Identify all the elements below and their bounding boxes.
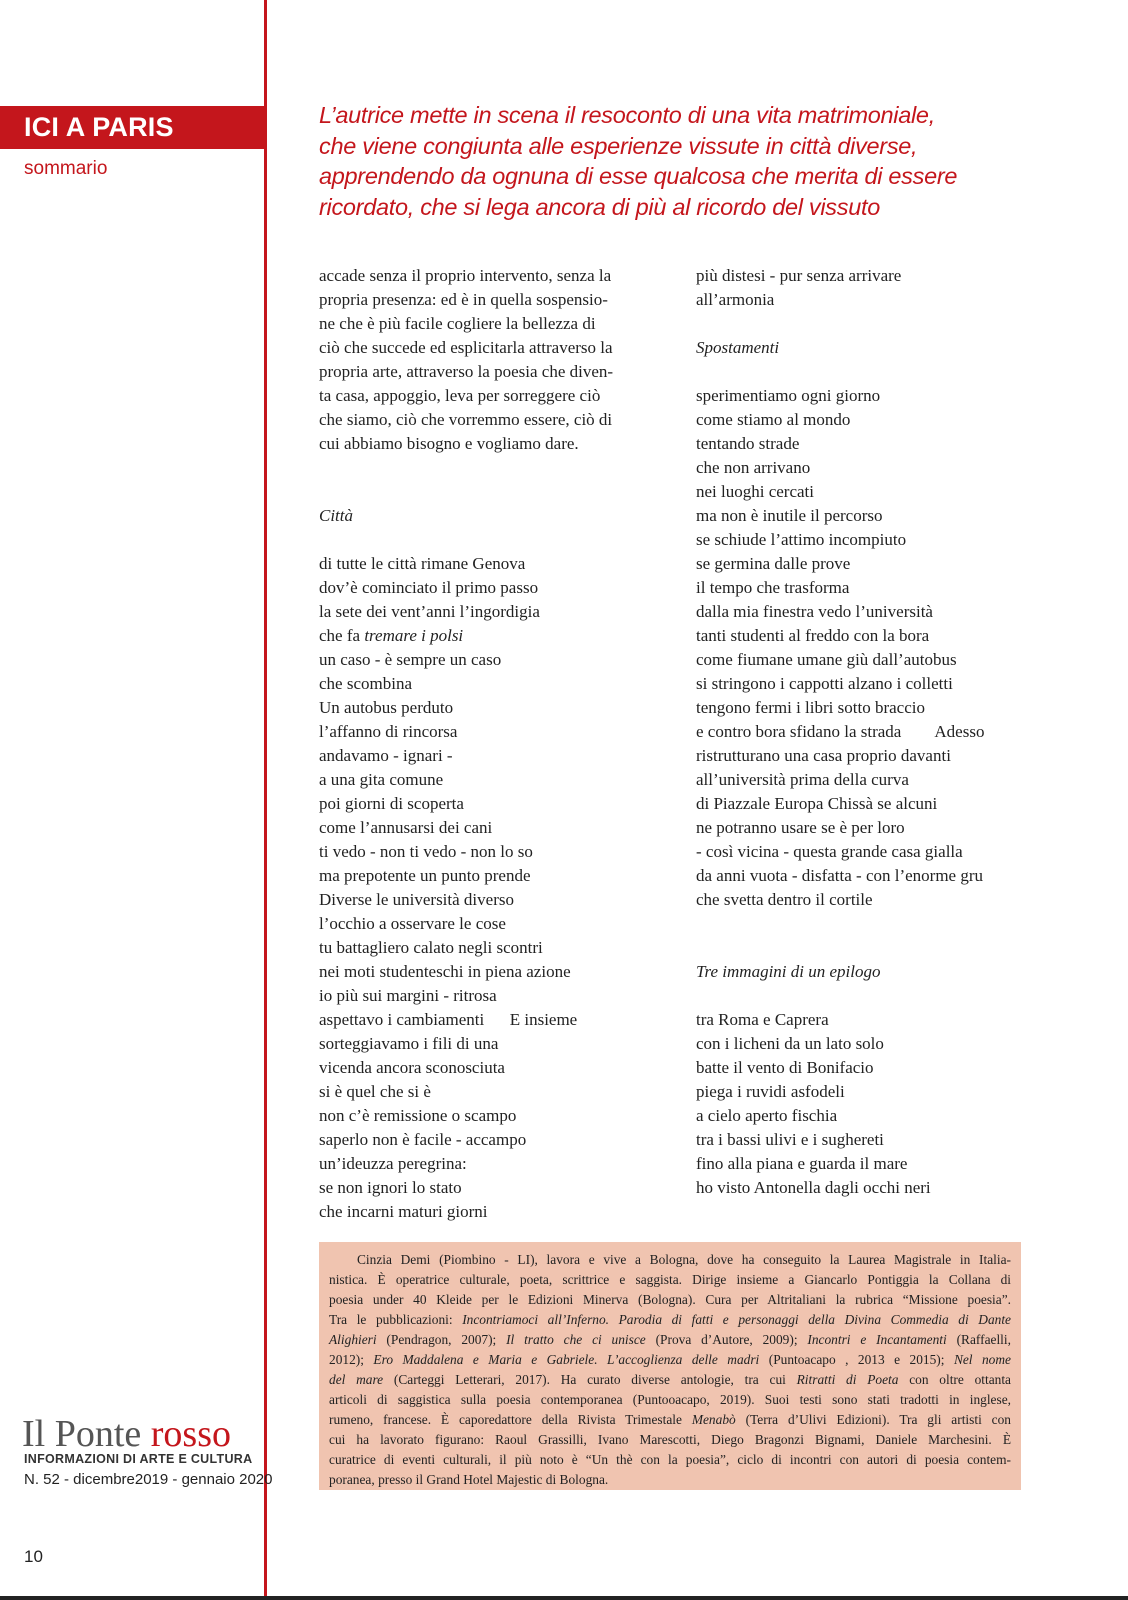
text-line xyxy=(319,408,649,432)
bio-text: (Carteggi Letterari, 2017). Ha curato diverse antologie, tra cui xyxy=(383,1372,797,1387)
bio-line xyxy=(329,1430,1011,1450)
bio-text: Cinzia Demi (Piombino - LI), lavora e vive a Bologna, dove ha conseguito la Laurea Magistrale in Italia- xyxy=(357,1252,1011,1267)
text-run: che non arrivano xyxy=(696,458,811,477)
text-run: tentando strade xyxy=(696,434,800,453)
text-run: si stringono i cappotti alzano i colletti xyxy=(696,674,953,693)
lead-paragraph xyxy=(319,100,1019,222)
text-run: come fiumane umane giù dall’autobus xyxy=(696,650,957,669)
text-run: che svetta dentro il cortile xyxy=(696,890,873,909)
lead-line: che viene congiunta alle esperienze vissute in città diverse, xyxy=(319,132,918,159)
text-line xyxy=(696,696,1026,720)
text-line xyxy=(696,768,1026,792)
bio-line xyxy=(329,1470,1011,1490)
text-line xyxy=(319,1008,649,1032)
text-run: - così vicina - questa grande casa gialla xyxy=(696,842,963,861)
text-line xyxy=(319,672,649,696)
issue-info: N. 52 - dicembre2019 - gennaio 2020 xyxy=(24,1471,273,1488)
bio-text: Tra le pubblicazioni: xyxy=(329,1312,463,1327)
text-run: che scombina xyxy=(319,674,412,693)
text-run: dalla mia finestra vedo l’università xyxy=(696,602,933,621)
right-text-column xyxy=(696,264,1026,1200)
text-line xyxy=(319,360,649,384)
text-run: ma prepotente un punto prende xyxy=(319,866,531,885)
text-line xyxy=(696,408,1026,432)
text-line xyxy=(696,384,1026,408)
text-run: ta casa, appoggio, leva per sorreggere ciò xyxy=(319,386,601,405)
text-run: come l’annusarsi dei cani xyxy=(319,818,493,837)
text-run: sperimentiamo ogni giorno xyxy=(696,386,881,405)
text-run: ne che è più facile cogliere la bellezza di xyxy=(319,314,596,333)
text-run: a cielo aperto fischia xyxy=(696,1106,838,1125)
text-run: propria arte, attraverso la poesia che diven- xyxy=(319,362,614,381)
text-line xyxy=(696,648,1026,672)
text-line xyxy=(319,480,649,504)
text-line xyxy=(319,600,649,624)
text-line xyxy=(319,840,649,864)
text-line xyxy=(319,888,649,912)
text-line xyxy=(696,528,1026,552)
bio-title-text: Incontri e Incantamenti xyxy=(807,1332,947,1347)
text-line xyxy=(319,1032,649,1056)
text-line xyxy=(696,1152,1026,1176)
magazine-logo xyxy=(22,1414,231,1454)
text-run: un caso - è sempre un caso xyxy=(319,650,502,669)
text-line xyxy=(696,912,1026,936)
text-line xyxy=(696,312,1026,336)
bio-title-text: Ero Maddalena e Maria e Gabriele. L’accoglienza delle madri xyxy=(373,1352,760,1367)
text-line xyxy=(696,672,1026,696)
text-line xyxy=(696,1008,1026,1032)
text-run: ma non è inutile il percorso xyxy=(696,506,883,525)
text-run: cui abbiamo bisogno e vogliamo dare. xyxy=(319,434,579,453)
bio-text: (Raffaelli, xyxy=(946,1332,1011,1347)
text-run: aspettavo i cambiamenti E insieme xyxy=(319,1010,578,1029)
text-line xyxy=(319,1176,649,1200)
text-run: io più sui margini - ritrosa xyxy=(319,986,497,1005)
text-run: l’affanno di rincorsa xyxy=(319,722,458,741)
bio-line xyxy=(329,1330,1011,1350)
text-line xyxy=(696,840,1026,864)
text-run: si è quel che si è xyxy=(319,1082,431,1101)
text-run: a una gita comune xyxy=(319,770,444,789)
text-line xyxy=(696,552,1026,576)
bio-title-text: Menabò xyxy=(691,1412,736,1427)
text-run: ciò che succede ed esplicitarla attraverso la xyxy=(319,338,613,357)
text-line xyxy=(696,360,1026,384)
text-line xyxy=(696,288,1026,312)
text-line xyxy=(696,984,1026,1008)
text-line xyxy=(696,480,1026,504)
text-run: saperlo non è facile - accampo xyxy=(319,1130,527,1149)
text-line xyxy=(319,1200,649,1224)
text-run: ristrutturano una casa proprio davanti xyxy=(696,746,951,765)
text-run: dov’è cominciato il primo passo xyxy=(319,578,539,597)
text-line xyxy=(319,864,649,888)
text-run: tu battagliero calato negli scontri xyxy=(319,938,543,957)
text-line xyxy=(319,1104,649,1128)
text-run: Diverse le università diverso xyxy=(319,890,514,909)
page-number: 10 xyxy=(24,1547,43,1566)
text-run: se germina dalle prove xyxy=(696,554,851,573)
text-line xyxy=(696,456,1026,480)
text-run: Tre immagini di un epilogo xyxy=(696,962,881,981)
logo-tagline: INFORMAZIONI DI ARTE E CULTURA xyxy=(24,1452,253,1466)
text-line xyxy=(696,864,1026,888)
text-line xyxy=(319,816,649,840)
text-run: che fa xyxy=(319,626,365,645)
text-run: ho visto Antonella dagli occhi neri xyxy=(696,1178,931,1197)
text-run: di Piazzale Europa Chissà se alcuni xyxy=(696,794,938,813)
section-subtitle-link[interactable]: sommario xyxy=(24,158,108,179)
lead-line: ricordato, che si lega ancora di più al ricordo del vissuto xyxy=(319,193,880,220)
text-line xyxy=(696,600,1026,624)
bio-text: (Terra d’Ulivi Edizioni). Tra gli artisti con xyxy=(735,1412,1011,1427)
bio-text: 2012); xyxy=(329,1352,374,1367)
text-run: che incarni maturi giorni xyxy=(319,1202,488,1221)
bottom-rule xyxy=(0,1596,1128,1600)
text-line xyxy=(319,336,649,360)
text-run: Un autobus perduto xyxy=(319,698,454,717)
bio-title-text: del mare xyxy=(329,1372,384,1387)
poem-title xyxy=(319,504,649,528)
bio-line xyxy=(329,1270,1011,1290)
bio-text: (Pendragon, 2007); xyxy=(376,1332,507,1347)
text-run: da anni vuota - disfatta - con l’enorme gru xyxy=(696,866,984,885)
poem-title xyxy=(696,336,1026,360)
text-line xyxy=(696,1176,1026,1200)
margin-rule xyxy=(264,0,267,1600)
bio-title-text: Il tratto che ci unisce xyxy=(506,1332,646,1347)
text-run: accade senza il proprio intervento, senza la xyxy=(319,266,612,285)
text-line xyxy=(319,384,649,408)
logo-text-accent: rosso xyxy=(150,1413,232,1455)
text-run: nei moti studenteschi in piena azione xyxy=(319,962,571,981)
text-run: se non ignori lo stato xyxy=(319,1178,462,1197)
text-run: Spostamenti xyxy=(696,338,780,357)
text-line xyxy=(319,1056,649,1080)
text-line xyxy=(319,720,649,744)
text-line xyxy=(696,1128,1026,1152)
text-line xyxy=(319,960,649,984)
text-line xyxy=(319,528,649,552)
text-line xyxy=(319,1128,649,1152)
text-line xyxy=(696,792,1026,816)
text-run: e contro bora sfidano la strada Adesso xyxy=(696,722,985,741)
emphasis-text: tremare i polsi xyxy=(364,626,464,645)
text-line xyxy=(319,576,649,600)
text-line xyxy=(696,624,1026,648)
text-line xyxy=(696,936,1026,960)
bio-text: cui ha lavorato figurano: Raoul Grassilli, Ivano Marescotti, Diego Bragonzi Bignami, Daniele Marchesini. È xyxy=(329,1432,1011,1447)
text-line xyxy=(696,1104,1026,1128)
text-run: andavamo - ignari - xyxy=(319,746,453,765)
text-line xyxy=(319,696,649,720)
section-title: ICI A PARIS xyxy=(0,106,265,149)
bio-line xyxy=(329,1350,1011,1370)
bio-text: (Puntoacapo , 2013 e 2015); xyxy=(759,1352,954,1367)
bio-text: nistica. È operatrice culturale, poeta, scrittrice e saggista. Dirige insieme a Giancarlo Pontiggia la Collana di xyxy=(329,1272,1011,1287)
text-line xyxy=(696,720,1026,744)
bio-text: poesia under 40 Kleide per le Edizioni Minerva (Bologna). Cura per Altritaliani la rubrica “Missione poesia”. xyxy=(329,1292,1011,1307)
text-run: come stiamo al mondo xyxy=(696,410,851,429)
bio-text: curatrice di eventi culturali, il più noto è “Un thè con la poesia”, ciclo di incontri con autori di poesia contem- xyxy=(329,1452,1011,1467)
text-line xyxy=(319,768,649,792)
text-run: tengono fermi i libri sotto braccio xyxy=(696,698,925,717)
text-line xyxy=(696,432,1026,456)
text-line xyxy=(319,432,649,456)
text-run: all’armonia xyxy=(696,290,775,309)
text-run: più distesi - pur senza arrivare xyxy=(696,266,902,285)
text-run: all’università prima della curva xyxy=(696,770,909,789)
text-run: di tutte le città rimane Genova xyxy=(319,554,526,573)
text-line xyxy=(696,1032,1026,1056)
text-line xyxy=(319,312,649,336)
text-line xyxy=(696,504,1026,528)
text-run: propria presenza: ed è in quella sospensio- xyxy=(319,290,608,309)
text-line xyxy=(319,792,649,816)
bio-line xyxy=(329,1370,1011,1390)
lead-line: apprendendo da ognuna di esse qualcosa che merita di essere xyxy=(319,163,958,189)
text-run: che siamo, ciò che vorremmo essere, ciò di xyxy=(319,410,613,429)
text-run: tanti studenti al freddo con la bora xyxy=(696,626,930,645)
text-line xyxy=(319,1080,649,1104)
bio-line xyxy=(329,1450,1011,1470)
text-line xyxy=(696,888,1026,912)
left-text-column xyxy=(319,264,649,1224)
text-run: piega i ruvidi asfodeli xyxy=(696,1082,845,1101)
text-line xyxy=(319,744,649,768)
text-line xyxy=(319,912,649,936)
text-line xyxy=(319,624,649,648)
text-line xyxy=(319,936,649,960)
text-line xyxy=(319,648,649,672)
bio-text: poranea, presso il Grand Hotel Majestic di Bologna. xyxy=(329,1472,609,1487)
text-run: poi giorni di scoperta xyxy=(319,794,464,813)
text-line xyxy=(319,288,649,312)
lead-line: L’autrice mette in scena il resoconto di una vita matrimoniale, xyxy=(319,102,935,128)
text-run: se schiude l’attimo incompiuto xyxy=(696,530,907,549)
text-run: con i licheni da un lato solo xyxy=(696,1034,884,1053)
bio-title-text: Incontriamoci all’Inferno. Parodia di fatti e personaggi della Divina Commedia di Dante xyxy=(462,1312,1011,1327)
text-line xyxy=(696,1080,1026,1104)
poem-title xyxy=(696,960,1026,984)
text-line xyxy=(696,744,1026,768)
text-run: Città xyxy=(319,506,354,525)
text-run: batte il vento di Bonifacio xyxy=(696,1058,874,1077)
text-run: tra i bassi ulivi e i sughereti xyxy=(696,1130,884,1149)
text-run: l’occhio a osservare le cose xyxy=(319,914,506,933)
text-run: nei luoghi cercati xyxy=(696,482,815,501)
text-run: ti vedo - non ti vedo - non lo so xyxy=(319,842,533,861)
text-run: vicenda ancora sconosciuta xyxy=(319,1058,505,1077)
text-run: tra Roma e Caprera xyxy=(696,1010,829,1029)
text-line xyxy=(696,576,1026,600)
bio-text: articoli di saggistica sulla poesia contemporanea (Puntooacapo, 2019). Suoi testi sono stati tradotti in inglese, xyxy=(329,1392,1011,1407)
bio-text: (Prova d’Autore, 2009); xyxy=(645,1332,808,1347)
bio-title-text: Alighieri xyxy=(329,1332,377,1347)
text-run: ne potranno usare se è per loro xyxy=(696,818,905,837)
text-line xyxy=(319,1152,649,1176)
text-line xyxy=(319,984,649,1008)
bio-text: rumeno, francese. È caporedattore della Rivista Trimestale xyxy=(329,1412,692,1427)
text-run: sorteggiavamo i fili di una xyxy=(319,1034,499,1053)
text-run: un’ideuzza peregrina: xyxy=(319,1154,467,1173)
text-line xyxy=(696,264,1026,288)
text-run: la sete dei vent’anni l’ingordigia xyxy=(319,602,540,621)
text-line xyxy=(319,552,649,576)
text-run: il tempo che trasforma xyxy=(696,578,850,597)
bio-line xyxy=(329,1310,1011,1330)
logo-text: Il Ponte xyxy=(22,1413,151,1455)
text-line xyxy=(696,1056,1026,1080)
bio-line xyxy=(329,1290,1011,1310)
author-bio-box xyxy=(319,1242,1021,1490)
text-run: non c’è remissione o scampo xyxy=(319,1106,517,1125)
text-line xyxy=(319,456,649,480)
bio-title-text: Nel nome xyxy=(953,1352,1011,1367)
text-line xyxy=(319,264,649,288)
bio-text: con oltre ottanta xyxy=(898,1372,1012,1387)
bio-title-text: Ritratti di Poeta xyxy=(796,1372,899,1387)
bio-line xyxy=(329,1250,1011,1270)
bio-line xyxy=(329,1390,1011,1410)
text-line xyxy=(696,816,1026,840)
text-run: fino alla piana e guarda il mare xyxy=(696,1154,908,1173)
bio-line xyxy=(329,1410,1011,1430)
